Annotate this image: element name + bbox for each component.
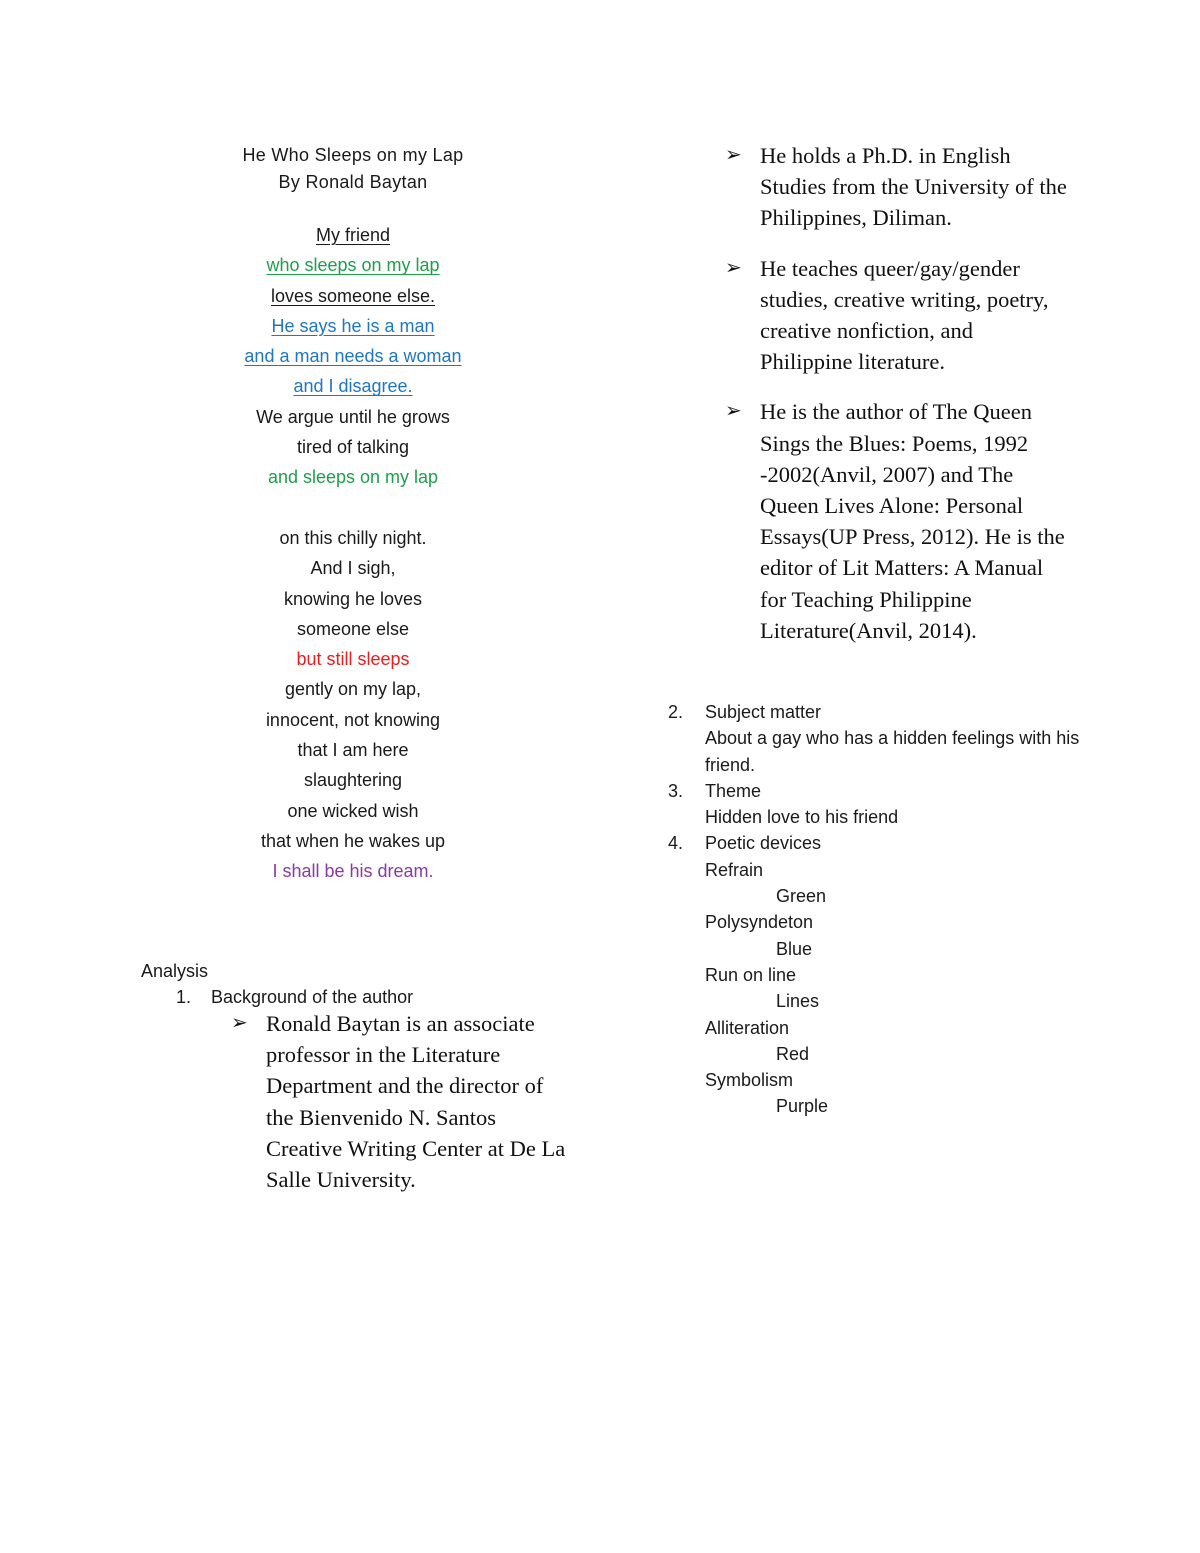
poem-line-text: someone else [296,618,410,639]
poem-line [203,311,503,341]
poem-line [203,614,503,644]
arrow-bullet-icon: ➢ [725,144,742,166]
poem-line-text: that when he wakes up [260,830,446,851]
poem-line-text: We argue until he grows [256,406,450,427]
item-text: About a gay who has a hidden feelings with his friend. [705,728,1080,775]
device-name: Symbolism [705,1070,794,1091]
author-bullets-left [231,1008,571,1195]
poem-line [203,462,503,492]
item-number: 2. [668,702,684,722]
poem-line-text: but still sleeps [296,649,410,670]
poem-line [203,341,503,371]
poem-line [203,371,503,401]
item-label: Poetic devices [705,833,822,854]
stanza-break [203,493,503,523]
poem-line [203,432,503,462]
poem-line [203,281,503,311]
poem-line-text: And I sigh, [310,558,396,579]
poem-line-text: and sleeps on my lap [267,467,439,488]
item-text: Hidden love to his friend [705,807,899,828]
bullet-text: He is the author of The Queen Sings the Blues: Poems, 1992 -2002(Anvil, 2007) and The Queen Lives Alone: Personal Essays(UP Press, 2012). He is the editor of Lit Matters: A Manual for Teaching Philippine Literature(Anvil, 2014). [760,399,1065,643]
poem-line-text: and I disagree. [293,376,413,397]
device-color-note: Lines [776,991,820,1012]
device-color-note: Red [776,1043,810,1064]
analysis-item-3 [668,778,1088,831]
device-name: Run on line [705,964,797,985]
poem-line-text: He says he is a man [271,315,435,336]
analysis-heading: Analysis [141,961,209,981]
poem-line [203,644,503,674]
device-name: Alliteration [705,1017,790,1038]
bullet-item [725,140,1070,234]
poem-line-text: loves someone else. [270,285,436,306]
bullet-text: He holds a Ph.D. in English Studies from the University of the Philippines, Diliman. [760,143,1067,231]
poem-byline: By Ronald Baytan [278,172,428,192]
bullet-text: He teaches queer/gay/gender studies, creative writing, poetry, creative nonfiction, and Philippine literature. [760,255,1049,375]
poem-line-text: and a man needs a woman [244,346,462,367]
poem-line [203,826,503,856]
item-number: 4. [668,833,684,854]
poem-line [203,796,503,826]
author-bullets-right [725,140,1070,646]
analysis-item-1 [141,984,581,1010]
poem-title: He Who Sleeps on my Lap [242,145,464,165]
poem-line-text: tired of talking [296,437,410,458]
bullet-item [231,1008,571,1195]
device-name: Refrain [705,859,764,880]
device-color-note: Blue [776,938,813,959]
analysis-section [141,958,581,1010]
poem-line-text: I shall be his dream. [272,861,434,882]
item-label: Theme [705,780,762,801]
item-label: Background of the author [211,987,414,1007]
poem-line-text: who sleeps on my lap [266,255,440,276]
poem-line-text: slaughtering [303,770,403,791]
arrow-bullet-icon: ➢ [725,400,742,423]
device-color-note: Green [776,886,827,907]
poem-line [203,765,503,795]
poem-line-text: that I am here [297,740,409,761]
item-label: Subject matter [705,702,822,722]
poem-lines [203,220,503,887]
device-name: Polysyndeton [705,912,814,933]
arrow-bullet-icon: ➢ [725,256,742,279]
poem-line [203,674,503,704]
poem-line-text: knowing he loves [283,588,423,609]
analysis-item-4 [668,830,1088,1119]
poem-line [203,250,503,280]
device-color-note: Purple [776,1096,829,1117]
poem-line [203,220,503,250]
poem-line-text: gently on my lap, [284,679,422,700]
poem-line [203,735,503,765]
analysis-item-2 [668,699,1088,778]
item-number: 3. [668,780,684,801]
analysis-list-right [668,699,1088,1120]
poem-line [203,705,503,735]
poem-line [203,523,503,553]
poem-line [203,584,503,614]
poem-line-text: innocent, not knowing [265,709,441,730]
bullet-item [725,253,1070,378]
item-number: 1. [176,987,192,1007]
poem [203,142,503,887]
poem-line [203,402,503,432]
poem-line [203,856,503,886]
poem-line-text: on this chilly night. [279,527,427,548]
arrow-bullet-icon: ➢ [231,1012,248,1034]
poem-line-text: My friend [315,225,391,245]
poetic-devices [705,857,1088,1120]
poem-line-text: one wicked wish [287,800,419,821]
poem-line [203,553,503,583]
bullet-item [725,396,1070,646]
bullet-text: Ronald Baytan is an associate professor in the Literature Department and the director of the Bienvenido N. Santos Creative Writing Center at De La Salle University. [266,1011,566,1193]
